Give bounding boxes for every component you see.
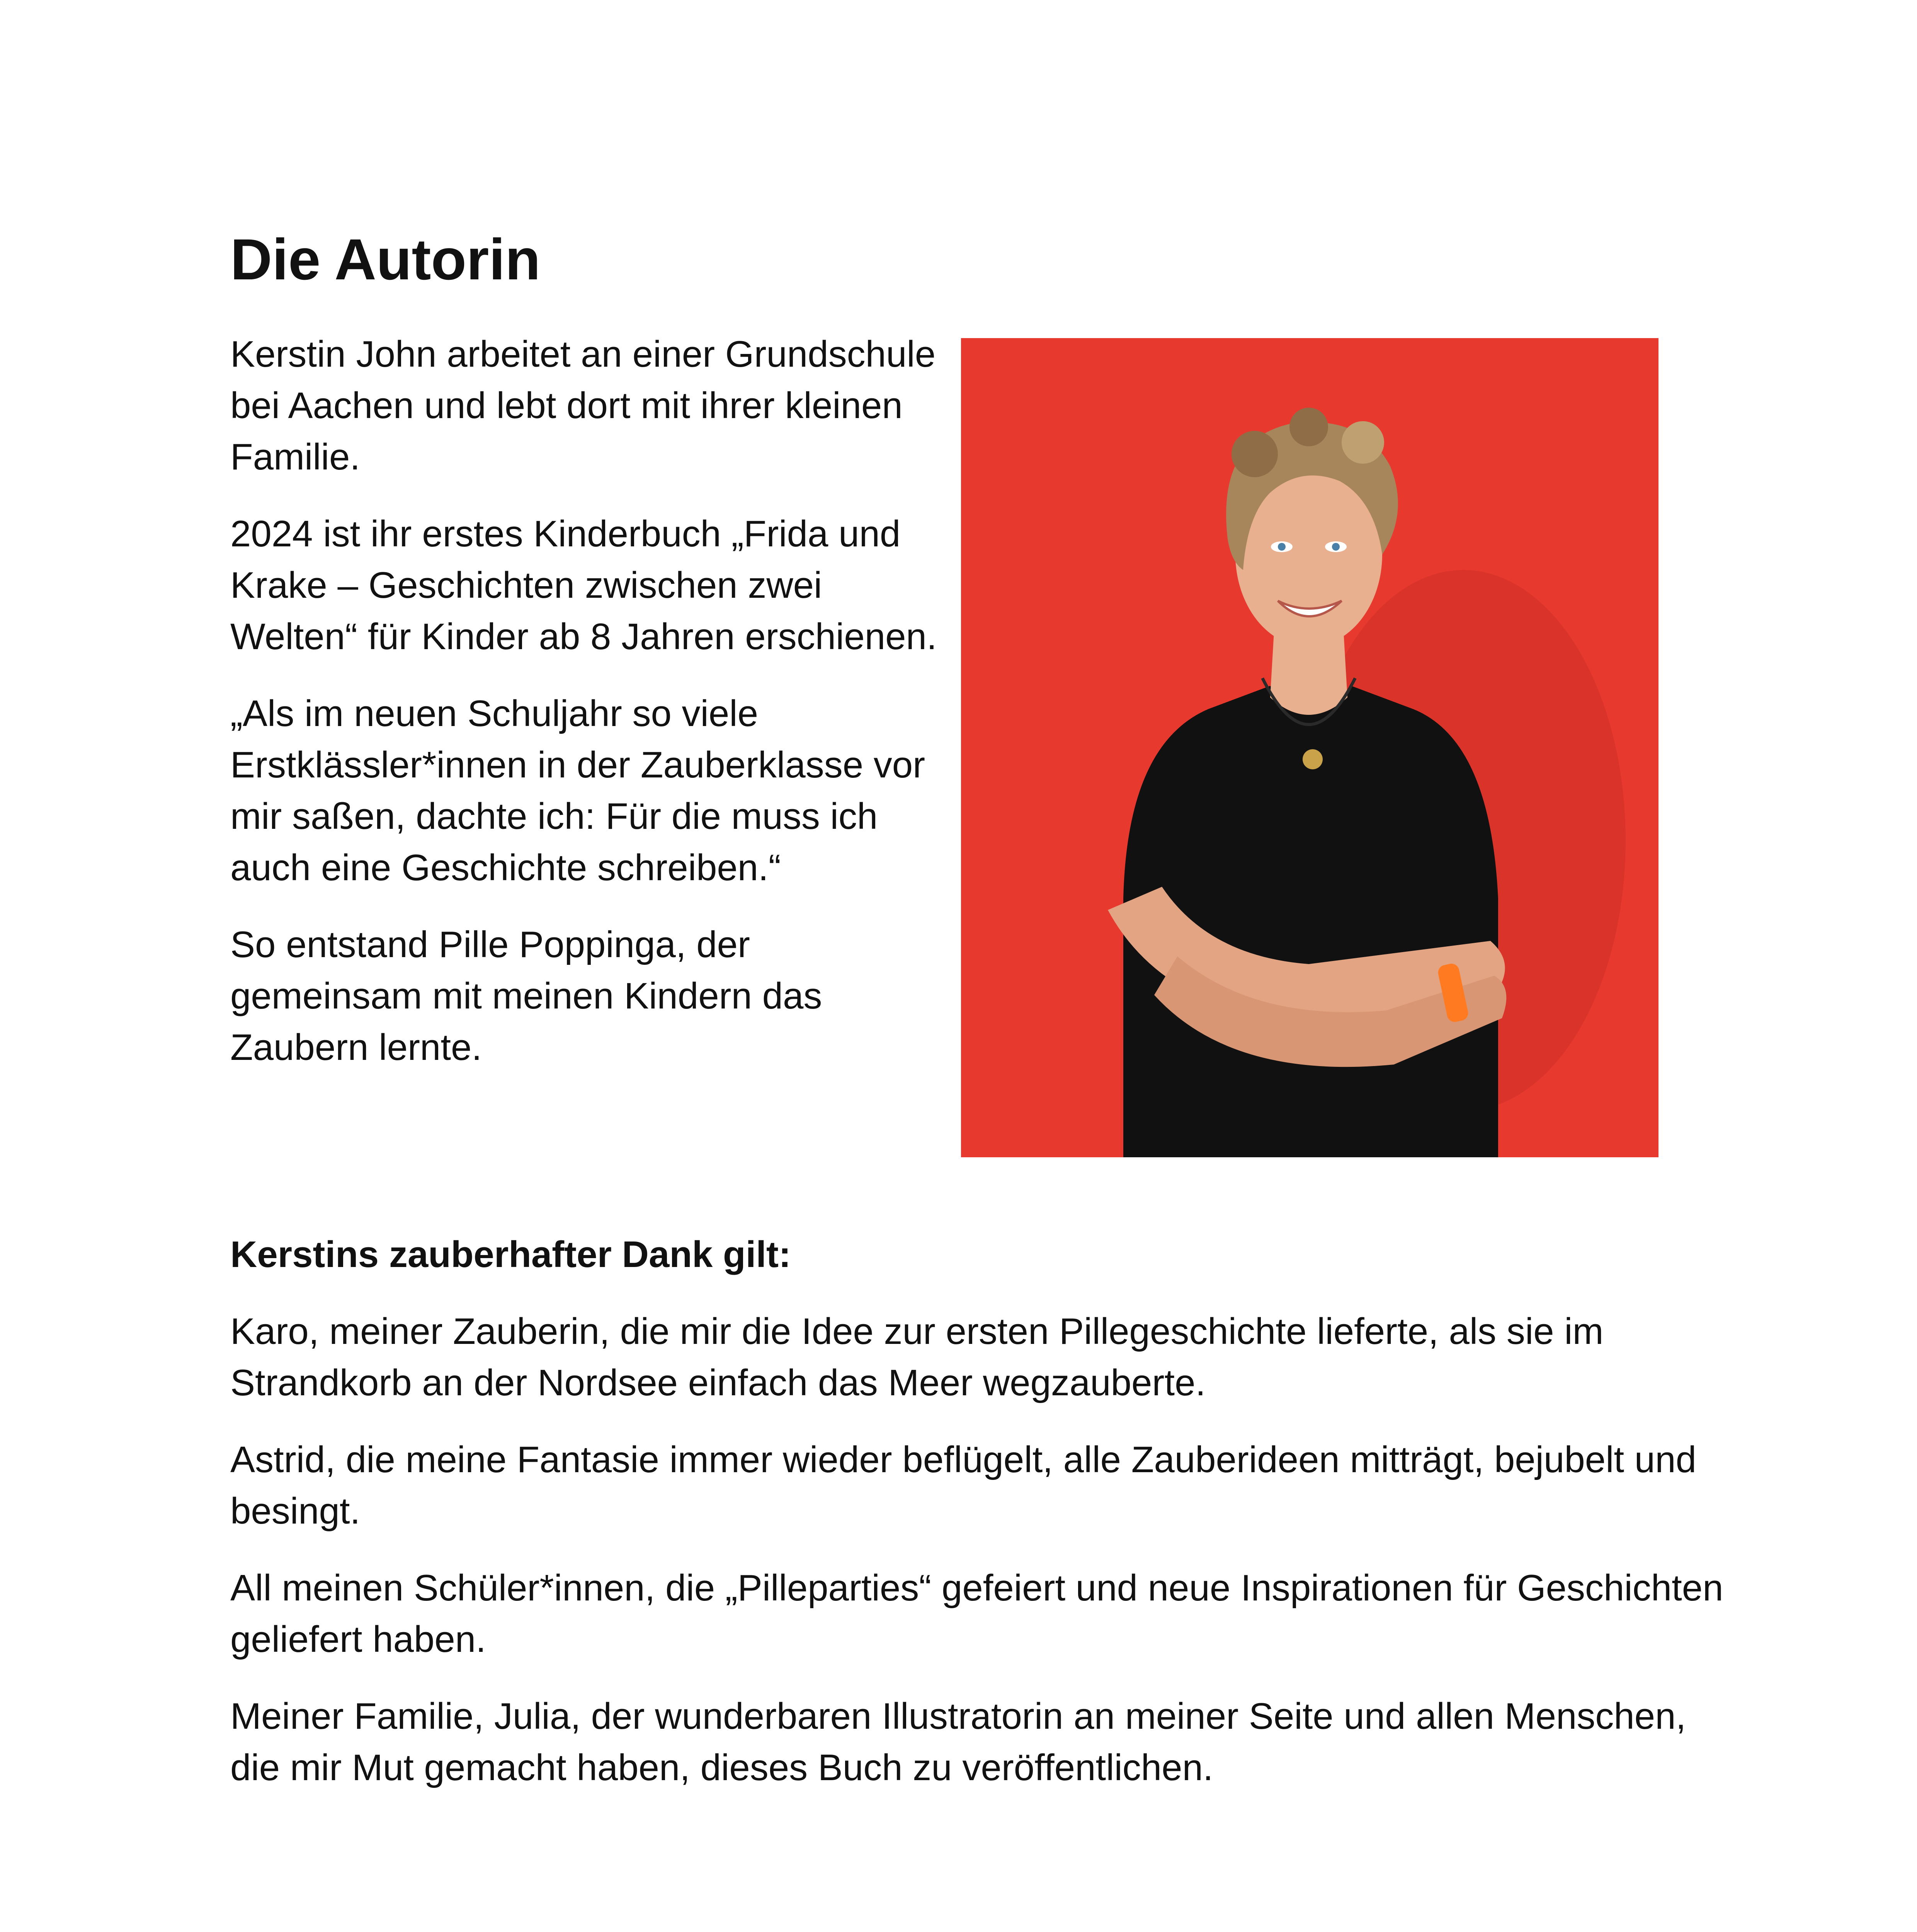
thanks-paragraph: Astrid, die meine Fantasie immer wieder beflügelt, alle Zauberideen mitträgt, bejubelt und besingt. (230, 1439, 1696, 1532)
thanks-paragraph: Meiner Familie, Julia, der wunderbaren Illustratorin an meiner Seite und allen Menschen, die mir Mut gemacht haben, dieses Buch zu veröffentlichen. (230, 1696, 1686, 1788)
thanks-section (230, 1229, 1730, 1819)
intro-paragraph: So entstand Pille Poppinga, der gemeinsam mit meinen Kindern das Zaubern lernte. (230, 924, 822, 1068)
intro-paragraph: Kerstin John arbeitet an einer Grundschule bei Aachen und lebt dort mit ihrer kleinen Familie. (230, 333, 936, 478)
author-photo (961, 338, 1658, 1157)
author-intro (230, 328, 945, 1099)
thanks-paragraph: All meinen Schüler*innen, die „Pilleparties“ gefeiert und neue Inspirationen für Geschichten geliefert haben. (230, 1567, 1723, 1660)
author-portrait-icon (961, 338, 1658, 1157)
intro-paragraph: „Als im neuen Schuljahr so viele Erstklässler*innen in der Zauberklasse vor mir saßen, dachte ich: Für die muss ich auch eine Geschichte schreiben.“ (230, 693, 925, 888)
page-title: Die Autorin (230, 227, 541, 292)
thanks-paragraph: Karo, meiner Zauberin, die mir die Idee zur ersten Pillegeschichte lieferte, als sie im Strandkorb an der Nordsee einfach das Meer wegzauberte. (230, 1311, 1604, 1403)
intro-paragraph: 2024 ist ihr erstes Kinderbuch „Frida und Krake – Geschichten zwischen zwei Welten“ für Kinder ab 8 Jahren erschienen. (230, 513, 937, 657)
thanks-heading: Kerstins zauberhafter Dank gilt: (230, 1234, 791, 1275)
